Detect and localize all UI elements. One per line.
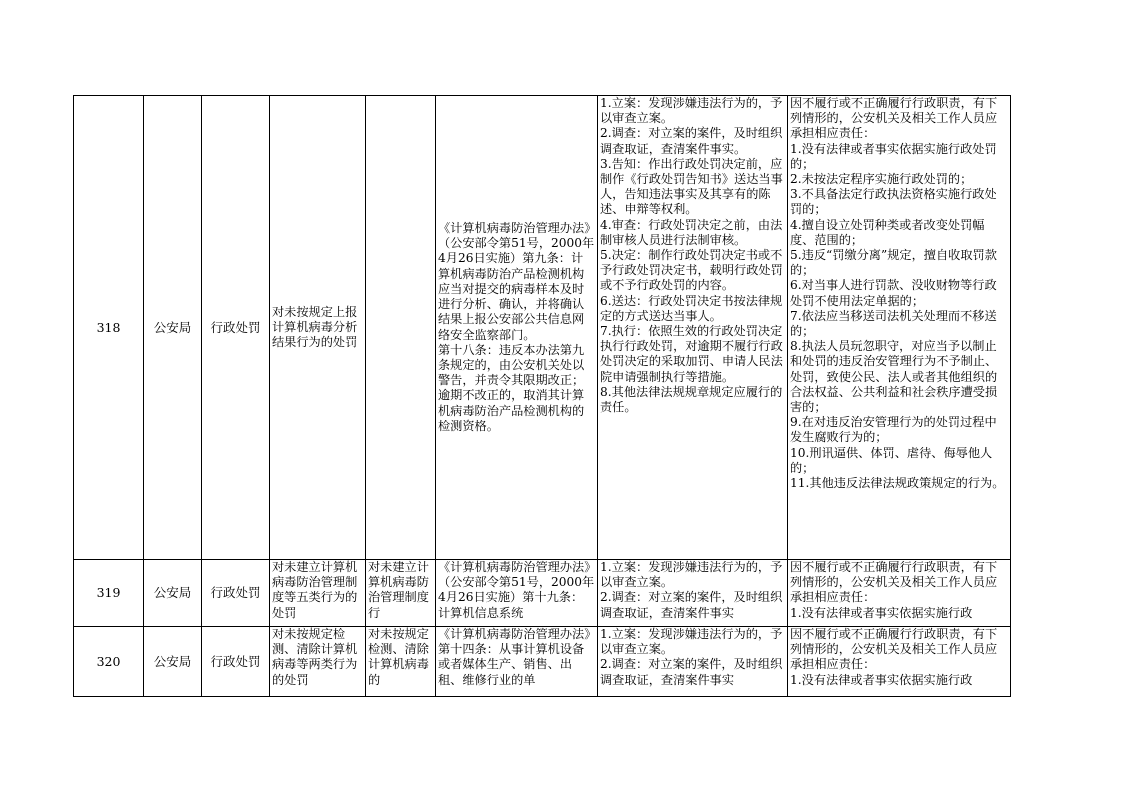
department: 公安局 (144, 96, 202, 560)
item-name: 对未按规定检测、清除计算机病毒等两类行为的处罚 (270, 627, 366, 697)
table-row (74, 96, 1011, 560)
department: 公安局 (144, 560, 202, 627)
responsibility-process: 1.立案：发现涉嫌违法行为的，予以审查立案。 2.调查：对立案的案件，及时组织调查取证，查清案件事实 (598, 560, 788, 627)
responsibility-process: 1.立案：发现涉嫌违法行为的，予以审查立案。 2.调查：对立案的案件，及时组织调查取证，查清案件事实。 3.告知：作出行政处罚决定前，应制作《行政处罚告知书》送达当事人，告知违法事实及其享有的陈述、申辩等权利。 4.审查：行政处罚决定之前，由法制审核人员进行法制审核。 5.决定：制作行政处罚决定书或不予行政处罚决定书，载明行政处罚或不予行政处罚的内容。 6.送达：行政处罚决定书按法律规定的方式送达当事人。 7.执行：依照生效的行政处罚决定执行行政处罚，对逾期不履行行政处罚决定的采取加罚、申请人民法院申请强制执行等措施。 8.其他法律法规规章规定应履行的责任。 (598, 96, 788, 560)
sub-item: 对未建立计算机病毒防治管理制度行 (366, 560, 436, 627)
liability: 因不履行或不正确履行行政职责，有下列情形的，公安机关及相关工作人员应承担相应责任： 1.没有法律或者事实依据实施行政处罚的； 2.未按法定程序实施行政处罚的； 3.不具备法定行政执法资格实施行政处罚的； 4.擅自设立处罚种类或者改变处罚幅度、范围的； 5.违反“罚缴分离”规定，擅自收取罚款的； 6.对当事人进行罚款、没收财物等行政处罚不使用法定单据的； 7.依法应当移送司法机关处理而不移送的； 8.执法人员玩忽职守，对应当予以制止和处罚的违反治安管理行为不予制止、处罚，致使公民、法人或者其他组织的合法权益、公共利益和社会秩序遭受损害的； 9.在对违反治安管理行为的处罚过程中发生腐败行为的； 10.刑讯逼供、体罚、虐待、侮辱他人的； 11.其他违反法律法规政策规定的行为。 (788, 96, 1011, 560)
legal-basis: 《计算机病毒防治管理办法》第十四条：从事计算机设备或者媒体生产、销售、出租、维修行业的单 (436, 627, 598, 697)
row-number: 320 (74, 627, 144, 697)
power-type: 行政处罚 (202, 560, 270, 627)
table-row (74, 560, 1011, 627)
sub-item (366, 96, 436, 560)
liability: 因不履行或不正确履行行政职责，有下列情形的，公安机关及相关工作人员应承担相应责任： 1.没有法律或者事实依据实施行政 (788, 627, 1011, 697)
sub-item: 对未按规定检测、清除计算机病毒的 (366, 627, 436, 697)
row-number: 318 (74, 96, 144, 560)
liability: 因不履行或不正确履行行政职责，有下列情形的，公安机关及相关工作人员应承担相应责任： 1.没有法律或者事实依据实施行政 (788, 560, 1011, 627)
responsibility-process: 1.立案：发现涉嫌违法行为的，予以审查立案。 2.调查：对立案的案件，及时组织调查取证，查清案件事实 (598, 627, 788, 697)
item-name: 对未按规定上报计算机病毒分析结果行为的处罚 (270, 96, 366, 560)
power-type: 行政处罚 (202, 96, 270, 560)
department: 公安局 (144, 627, 202, 697)
row-number: 319 (74, 560, 144, 627)
item-name: 对未建立计算机病毒防治管理制度等五类行为的处罚 (270, 560, 366, 627)
power-type: 行政处罚 (202, 627, 270, 697)
table-row (74, 627, 1011, 697)
responsibility-table (73, 95, 1011, 697)
legal-basis: 《计算机病毒防治管理办法》（公安部令第51号，2000年4月26日实施）第十九条：计算机信息系统 (436, 560, 598, 627)
legal-basis: 《计算机病毒防治管理办法》（公安部令第51号，2000年4月26日实施）第九条：计算机病毒防治产品检测机构应当对提交的病毒样本及时进行分析、确认，并将确认结果上报公安部公共信息网络安全监察部门。 第十八条：违反本办法第九条规定的，由公安机关处以警告，并责令其限期改正；逾期不改正的，取消其计算机病毒防治产品检测机构的检测资格。 (436, 96, 598, 560)
